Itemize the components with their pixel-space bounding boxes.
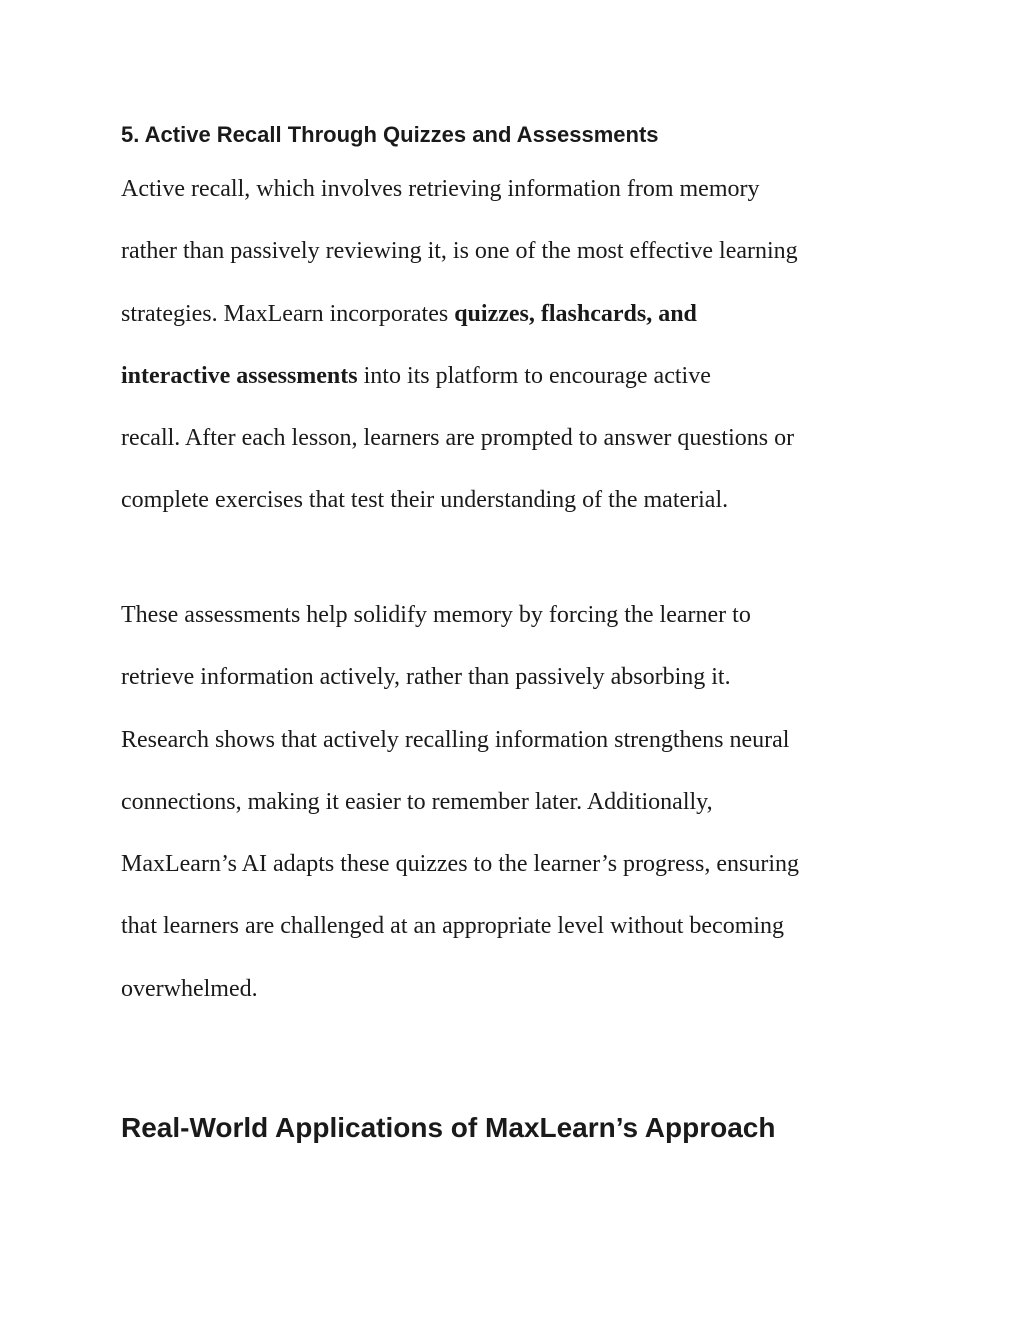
paragraph-line: interactive assessments into its platform to encourage active xyxy=(121,362,711,389)
paragraph-line: overwhelmed. xyxy=(121,975,258,1002)
bold-phrase: quizzes, flashcards, and xyxy=(454,300,697,327)
next-section-heading: Real-World Applications of MaxLearn’s Approach xyxy=(121,1112,776,1143)
paragraph-line: strategies. MaxLearn incorporates quizzes, flashcards, and xyxy=(121,300,697,327)
paragraph-line: complete exercises that test their understanding of the material. xyxy=(121,487,729,514)
paragraph-active-recall xyxy=(121,158,911,532)
paragraph-line: Research shows that actively recalling information strengthens neural xyxy=(121,726,790,753)
paragraph-line: connections, making it easier to remember later. Additionally, xyxy=(121,788,713,815)
paragraph-line: retrieve information actively, rather than passively absorbing it. xyxy=(121,664,731,691)
paragraph-line: rather than passively reviewing it, is one of the most effective learning xyxy=(121,238,798,265)
paragraph-line: MaxLearn’s AI adapts these quizzes to the learner’s progress, ensuring xyxy=(121,851,800,878)
paragraph-line: Active recall, which involves retrieving information from memory xyxy=(121,176,760,202)
paragraph-line: recall. After each lesson, learners are prompted to answer questions or xyxy=(121,425,795,452)
paragraph-line: These assessments help solidify memory by forcing the learner to xyxy=(121,602,751,628)
section-heading: 5. Active Recall Through Quizzes and Assessments xyxy=(121,122,659,147)
bold-phrase: interactive assessments xyxy=(121,362,358,389)
paragraph-assessments xyxy=(121,584,911,1020)
paragraph-line: that learners are challenged at an appropriate level without becoming xyxy=(121,913,785,940)
